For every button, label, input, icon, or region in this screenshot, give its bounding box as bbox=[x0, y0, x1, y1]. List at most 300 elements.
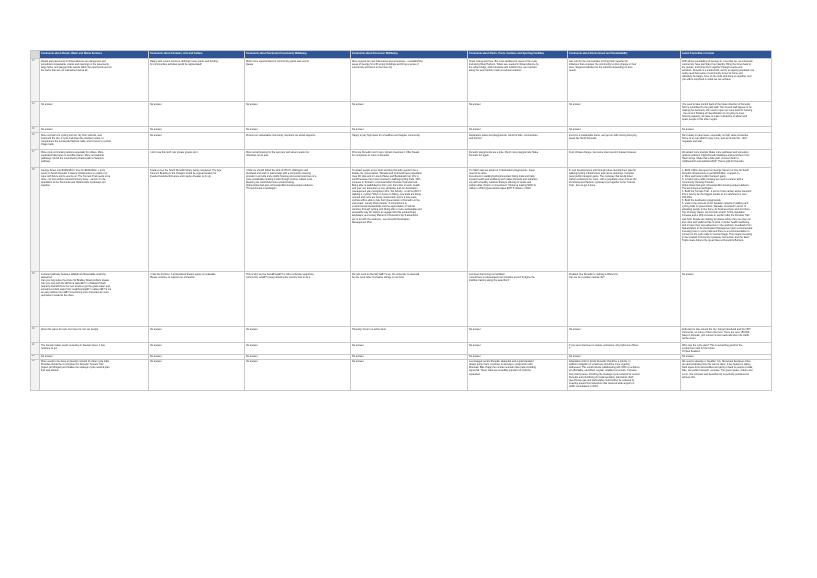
cell-text-line: population of the Peninsula and Harbourside Cycleways put bbox=[41, 180, 106, 184]
cell-text-line: Great. Doing well here. But more facilities for users of the cycle bbox=[469, 59, 538, 63]
cell-text-line: so on. Our compact and beautiful city is perfectly positioned to bbox=[682, 372, 750, 376]
cell-text-line: No answer bbox=[469, 343, 481, 347]
cell-text-line: pathways. Finish the Luxembourg shared path to Sawyers bbox=[41, 156, 104, 160]
cell-text-line: investing more in cycle trails and there is a recommendation to bbox=[682, 229, 750, 233]
cell-text-line: and tourism. bbox=[469, 136, 483, 140]
row-number[interactable]: 18 bbox=[31, 168, 40, 272]
cell-text-line: trail along West Harbour. Toilets are needed in Ravensbourne by bbox=[469, 62, 539, 66]
cell-text-line: public consultation in 2023. bbox=[569, 384, 599, 388]
cell-text-line: creates health and wellbeing and makes Dunedin and attractive bbox=[469, 177, 538, 181]
table-cell[interactable] bbox=[468, 102, 568, 127]
cell-text-line: their door and walk/run/ride to work, to better health /wellbeing bbox=[682, 220, 750, 224]
table-cell[interactable] bbox=[468, 168, 568, 272]
table-cell[interactable] bbox=[149, 272, 245, 327]
cell-text-line: I would love a redeveloped pool complex at port! Imagine the bbox=[469, 275, 535, 279]
cell-text-line: initiatives that empower the community to drive change in their bbox=[569, 62, 637, 66]
cell-text-line: 150,000+ bbox=[682, 196, 693, 200]
cell-text-line: - the current thinking of intensification is not going to meet bbox=[682, 111, 745, 115]
cell-text-line: design pump track. Continue to develop in conjunction with bbox=[469, 363, 533, 367]
cell-text-line: are demonstrating how this can be done. A key feature is taking bbox=[682, 363, 751, 367]
cell-text-line: 75-new-homes-in-wellington bbox=[246, 187, 277, 191]
cell-text-line: in the Coastal Community Cycleway Connection and the Taieri bbox=[682, 235, 750, 239]
cell-text-line: back space from automobiles and giving it back to people to walk, bbox=[682, 366, 753, 370]
cell-text-line: greenhouse gas and particulate) could further be reduced by bbox=[569, 378, 635, 382]
cell-text-line: I think we should follow the kind of CHCH, Wellington and bbox=[246, 168, 309, 172]
table-cell[interactable] bbox=[681, 150, 772, 168]
cell-text-line: for communities activities would be appreciated! bbox=[150, 62, 202, 66]
cell-text-line: Happy to pay high taxes for a healthier and happier community. bbox=[352, 133, 421, 137]
cell-text-line: Why stop the cycle plan? This is something good for the bbox=[682, 343, 743, 347]
cell-text-line: housing capacity, we have to make it attractive to attract and bbox=[682, 114, 748, 118]
cell-text-line: No answer bbox=[246, 355, 258, 359]
cell-text-line: along the west harbour track at various locations. bbox=[469, 68, 522, 72]
cell-text-line: More cycle commuting options especially for ebikes. More bbox=[41, 150, 104, 154]
cell-text-line: (https://www.hud.govt.nz/news/public-housing-project-delivers- bbox=[246, 184, 314, 188]
cell-text-line: provider to provide more public housing and social outcomes of a bbox=[246, 174, 317, 178]
cell-text-line: will be super. bbox=[682, 336, 697, 340]
table-cell[interactable] bbox=[681, 359, 772, 390]
cell-text-line: bikes in Dunedin, just connect a few roads add them the traffic bbox=[682, 333, 750, 337]
cell-text-line: awesome! bbox=[41, 275, 53, 279]
cell-text-line: Invest in a sustainable future, and get on with moving low-lying bbox=[569, 133, 637, 137]
table-row[interactable] bbox=[31, 102, 772, 127]
cell-text-line: With all the remodelling of George St, I feel that we, as a Dunedin bbox=[682, 59, 753, 63]
row-number[interactable]: 17 bbox=[31, 150, 40, 168]
cell-text-line: Fuck climate change. Get some silent electric busses however. bbox=[569, 150, 637, 154]
cell-text-line: Priorities should be to complete the Dunedin Tunnels Trail bbox=[41, 363, 104, 367]
cell-text-line: rises 4% plus and in Lonely Planet and Bookabach top 10's in bbox=[352, 174, 419, 178]
table-cell[interactable] bbox=[149, 359, 245, 390]
cell-text-line: otherwise no do less. bbox=[246, 153, 269, 157]
table-cell[interactable] bbox=[568, 168, 681, 272]
cell-text-line: Please continue to support our orchestra! bbox=[150, 275, 195, 279]
table-cell[interactable] bbox=[40, 59, 149, 102]
cell-text-line: No answer bbox=[469, 327, 481, 331]
cell-text-line: an affordable, electrified, regular, reliable bus service. Increase bbox=[569, 369, 637, 373]
cell-text-line: No answer bbox=[682, 272, 694, 276]
table-cell[interactable] bbox=[681, 343, 772, 354]
cell-text-line: middlemarch and waihola ASAP. That is gold for Dunedin. bbox=[682, 159, 745, 163]
cell-text-line: Promote Dunedin much more. Attract investment. Offer breaks bbox=[352, 150, 420, 154]
cell-text-line: About the same for cars, but more for non car people. bbox=[41, 327, 99, 331]
table-cell[interactable] bbox=[40, 327, 149, 343]
table-cell[interactable] bbox=[351, 343, 468, 354]
cell-text-line: are to do with the outdoors - see Dunedin Destination bbox=[352, 217, 410, 221]
cell-text-line: signal hill. These trails are incredibly popular but could be bbox=[469, 369, 531, 373]
cell-text-line: Folk want to ride around the city. Forget Facebook and the ODT bbox=[682, 327, 751, 331]
cell-text-line: spent on South Dunedin 3 waters infrastructure to enable it to bbox=[41, 171, 108, 175]
cell-text-line: cycling trails in Queenstown, Wanaka, Cromwell in terms of bbox=[682, 205, 746, 209]
table-cell[interactable] bbox=[681, 327, 772, 343]
cell-text-line: Happy with current services, although more grants and funding bbox=[150, 59, 218, 63]
cell-text-line: in/around the city. A cycle trail down the southern coast, to bbox=[41, 136, 104, 140]
cell-text-line: No answer bbox=[41, 102, 53, 106]
cell-text-line: Roads and pavements in Ravensbourne are dangerous and bbox=[41, 59, 106, 63]
cell-text-line: Stakeholders in the Destination Management plan recommended bbox=[682, 226, 753, 230]
cell-text-line: east coast.' Lonely Planet Guide: 'A commitment to bbox=[352, 202, 407, 206]
row-number-header[interactable] bbox=[31, 51, 40, 59]
cell-text-line: project (to Mosgiel) and finalise the strategic cycle network plan bbox=[41, 366, 110, 370]
table-cell[interactable] bbox=[568, 102, 681, 127]
table-row[interactable] bbox=[31, 343, 772, 354]
table-row[interactable] bbox=[31, 272, 772, 327]
table-cell[interactable] bbox=[40, 150, 149, 168]
cell-text-line: Dunedin playgrounds are a joke. Much more playgrounds. Make bbox=[469, 150, 539, 154]
table-cell[interactable] bbox=[568, 327, 681, 343]
cell-text-line: enacting speed limit reductions that received wide support in bbox=[569, 381, 635, 385]
cell-text-line: Get out into the communities to bring them together for bbox=[569, 59, 629, 63]
cell-text-line: No answer bbox=[682, 127, 694, 131]
cell-text-line: environment and for the future bbox=[682, 346, 715, 350]
cell-text-line: permanent residents live there. bbox=[41, 294, 75, 298]
cell-text-line: more sustainable funding model through income related rents. bbox=[246, 177, 313, 181]
table-cell[interactable] bbox=[468, 133, 568, 150]
cell-text-line: A envisaged central Dunedin skatepark and a gold standard bbox=[469, 360, 534, 364]
cell-text-line: making the decisions. We need to open up more land for housing bbox=[682, 108, 753, 112]
cell-text-line: world because they have invested in walking/cycling trails. 19% bbox=[352, 177, 421, 181]
table-cell[interactable] bbox=[40, 133, 149, 150]
cell-text-line: 75-new-homes-in-wellington bbox=[682, 187, 713, 191]
cell-text-line: community. Letâ€™s keep showing the country how to do it. bbox=[246, 275, 311, 279]
cell-text-line: activities. Dunedin is a small world, and in an ageing population we bbox=[682, 68, 755, 72]
cell-text-line: Community Housing Provider bbox=[682, 180, 714, 184]
row-number[interactable]: 13 bbox=[31, 59, 40, 102]
column-header[interactable]: Latest Councillors to know bbox=[681, 51, 772, 59]
cell-text-line: expanded. bbox=[469, 372, 481, 376]
table-cell[interactable] bbox=[568, 133, 681, 150]
header-row bbox=[31, 51, 772, 59]
table-cell[interactable] bbox=[149, 327, 245, 343]
table-cell[interactable] bbox=[245, 168, 351, 272]
cell-text-line: 71 million was set aside for 3 destination playgrounds - these bbox=[469, 168, 535, 172]
table-cell[interactable] bbox=[245, 102, 351, 127]
cell-text-line: No answer bbox=[246, 102, 258, 106]
cell-text-line: Trails create links to the great rides at Dunedin's Borders. bbox=[682, 238, 744, 242]
table-cell[interactable] bbox=[568, 59, 681, 102]
cell-text-line: together. bbox=[41, 184, 51, 188]
cell-text-line: In new developments and through future development plan for bbox=[569, 168, 637, 172]
table-cell[interactable] bbox=[40, 343, 149, 354]
cell-text-line: Don't delay to raise taxes, especially on high value properties. bbox=[682, 133, 749, 137]
cell-text-line: areas of George St to fill empty buildings and bring a sense of bbox=[352, 62, 419, 66]
column-header[interactable]: Comments about Social and Community Wellbeing bbox=[245, 51, 351, 59]
cell-text-line: Protect our sustainable community members via social supports. bbox=[246, 133, 316, 137]
column-header[interactable]: Comments about Parks, Pools, Gardens and Sporting Facilities bbox=[468, 51, 568, 59]
cell-text-line: No answer bbox=[569, 127, 581, 131]
cell-text-line: More needs to be done to develop network of urban cycle trails. bbox=[41, 360, 110, 364]
cell-text-line: Trail - time to get it done bbox=[569, 184, 596, 188]
table-cell[interactable] bbox=[351, 102, 468, 127]
cell-text-line: No answer bbox=[569, 327, 581, 331]
cell-text-line: complement the successful harbour trails, and connect to central bbox=[41, 139, 111, 143]
cell-text-line: needs bbox=[569, 68, 576, 72]
table-cell[interactable] bbox=[351, 150, 468, 168]
row-number[interactable]: 19 bbox=[31, 272, 40, 327]
row-number[interactable]: 22 bbox=[31, 354, 40, 359]
cell-text-line: this is has by far the biggest impact as it's catchment is over bbox=[682, 193, 747, 197]
row-number[interactable]: 15 bbox=[31, 127, 40, 133]
cell-text-line: More support for new businesses and enterprises - reestablishing bbox=[352, 59, 423, 63]
table-cell[interactable] bbox=[351, 59, 468, 102]
table-row[interactable] bbox=[31, 168, 772, 272]
row-number[interactable]: 20 bbox=[31, 327, 40, 343]
cell-text-line: attracting people to live there, do business there and visit there. bbox=[682, 208, 751, 212]
cell-text-line: No answer bbox=[246, 360, 258, 364]
table-cell[interactable] bbox=[245, 59, 351, 102]
cell-text-line: We attract more tourists. Make more pathways and recreation bbox=[682, 150, 749, 154]
table-cell[interactable] bbox=[245, 343, 351, 354]
table-row[interactable] bbox=[31, 359, 772, 390]
cell-text-line: Dunedin and prioritising its implementation. Emissions (both bbox=[569, 375, 634, 379]
cell-text-line: sometimes black water from neighbouringâ€˜ I realise itâ€™s not bbox=[41, 288, 112, 292]
cell-text-line: but we need other innovative strings on our bow. bbox=[352, 275, 405, 279]
cell-text-line: achieve this. bbox=[682, 375, 696, 379]
column-header[interactable]: Comments about Economic Wellbeing bbox=[351, 51, 468, 59]
cell-text-line: great public transport gains. The cycleway that would lower bbox=[569, 174, 633, 178]
cell-text-line: No answer bbox=[352, 355, 364, 359]
cell-text-line: addressed. This could include collaborating with ORC to enhance bbox=[569, 366, 640, 370]
cell-text-line: No answer bbox=[150, 133, 162, 137]
table-cell[interactable] bbox=[681, 272, 772, 327]
cell-text-line: walking/cycling infrastructure and nature plantings. Continue bbox=[569, 171, 635, 175]
cell-text-line: No answer bbox=[150, 360, 162, 364]
cell-text-line: Just keep improving our facilities! bbox=[469, 272, 505, 276]
cell-text-line: Of New Zealand. bbox=[682, 349, 701, 353]
table-cell[interactable] bbox=[149, 102, 245, 127]
row-number[interactable]: 16 bbox=[31, 133, 40, 150]
cell-text-line: the white bridge, drink fountains and rubbish bins, are required bbox=[469, 65, 537, 69]
comments-table bbox=[30, 50, 772, 391]
cell-text-line: Concern Building in the Octagon would be a great location for bbox=[150, 171, 217, 175]
cell-text-line: We just need to diversify ââ€™s we, the university is essential bbox=[352, 272, 420, 276]
table-cell[interactable] bbox=[681, 59, 772, 102]
cell-text-line: No answer bbox=[150, 355, 162, 359]
cell-text-line: million in 2023 (Queenstown takes $337.8 million in 2023 bbox=[469, 187, 531, 191]
table-cell[interactable] bbox=[351, 359, 468, 390]
cell-text-line: need to be done. bbox=[469, 171, 488, 175]
cell-text-line: bike, use public transport, recreate. The green space, culture and bbox=[682, 369, 753, 373]
cell-text-line: No answer bbox=[41, 355, 53, 359]
cell-text-line: increase and a 19% increase in tourism after the Dunstan Trail bbox=[682, 214, 750, 218]
cell-text-line: More corridors for cycling into the city from suburbs, and bbox=[41, 133, 102, 137]
cell-text-line: Destination parks and playgrounds. Good for kids, communities, bbox=[469, 133, 539, 137]
cell-text-line: Mountain Bike Otago the central mountain bike trails including bbox=[469, 366, 536, 370]
cell-text-line: increase in Tourism in Cromwell after Dunstan Trail was built. bbox=[352, 180, 418, 184]
cell-text-line: No answer bbox=[150, 327, 162, 331]
cell-text-line: bus priority lanes. Finishing the strategic cycle network for central bbox=[569, 372, 640, 376]
cell-text-line: area. Targeted activities for the suburbs depending on their bbox=[569, 65, 633, 69]
column-header[interactable]: Comments about Environment and Sustainability bbox=[568, 51, 681, 59]
cell-text-line: 6. Look to the success of the fantastic network of walking and bbox=[682, 202, 749, 206]
table-row[interactable] bbox=[31, 327, 772, 343]
cell-text-line: No answer bbox=[352, 343, 364, 347]
table-cell[interactable] bbox=[351, 168, 468, 272]
cell-text-line: 3. to build more public housing we need to partner with a bbox=[682, 177, 744, 181]
cell-text-line: No answer bbox=[569, 355, 581, 359]
table-cell[interactable] bbox=[568, 150, 681, 168]
table-cell[interactable] bbox=[681, 168, 772, 272]
cell-text-line: landscape' and Lonely Planet # of Dunedin's top 8 attractions bbox=[352, 214, 418, 218]
cell-text-line: theatre/music/performance and maybe cheaper to do up. bbox=[150, 174, 212, 178]
cell-text-line: cyclists will be able to ride from Queenstown to Dunedin on the bbox=[352, 199, 420, 203]
cell-text-line: The tsunami water needs reviewing in Stewart street, it has bbox=[41, 343, 105, 347]
cell-text-line: Predator free Dunedin is making a difference! bbox=[569, 272, 619, 276]
cell-text-line: that was started. bbox=[41, 369, 59, 373]
cell-text-line: property downhill from the next tends to get the grass water and bbox=[41, 284, 110, 288]
table-cell[interactable] bbox=[40, 359, 149, 390]
column-header[interactable]: Comments about Libraries, Arts and Culture bbox=[149, 51, 245, 59]
cell-text-line: opened and more are being constructed, and in a few years, bbox=[352, 196, 418, 200]
table-cell[interactable] bbox=[245, 133, 351, 150]
cell-text-line: No answer bbox=[246, 343, 258, 347]
cell-text-line: Meaning we could build more social housing bbox=[246, 180, 294, 184]
column-header[interactable]: Comments about Roads, Water and Waste Services bbox=[40, 51, 149, 59]
table-cell[interactable] bbox=[245, 359, 351, 390]
table-cell[interactable] bbox=[568, 272, 681, 327]
cell-text-line: visitors alike. Return on investment 7 Rotorua making $100- $ bbox=[469, 184, 536, 188]
row-number[interactable]: 23 bbox=[31, 359, 40, 390]
table-cell[interactable] bbox=[245, 150, 351, 168]
table-cell[interactable] bbox=[468, 59, 568, 102]
table-cell[interactable] bbox=[40, 272, 149, 327]
cell-text-line: We need to develop a "liveable" city. Numerous European cities bbox=[682, 360, 751, 364]
cell-text-line: 5. Build the destination playgrounds bbox=[682, 199, 721, 203]
cell-text-line: an easy solution but itâ€™s becoming more important as more bbox=[41, 291, 109, 295]
table-cell[interactable] bbox=[468, 343, 568, 354]
table-cell[interactable] bbox=[681, 102, 772, 127]
cell-text-line: No answer bbox=[150, 127, 162, 131]
cell-text-line: You need to take control back of the future direction of Dunedin. bbox=[682, 102, 751, 106]
table-cell[interactable] bbox=[245, 272, 351, 327]
cell-text-line: Management Plan bbox=[352, 220, 372, 224]
cell-text-line: Adaptation work in South Dunedin should be a priority. In bbox=[569, 360, 631, 364]
cell-text-line: carbon emissions the most - with a population over 4 times the bbox=[569, 177, 637, 181]
row-number[interactable]: 21 bbox=[31, 343, 40, 354]
table-cell[interactable] bbox=[568, 359, 681, 390]
cell-text-line: No answer bbox=[41, 127, 53, 131]
cell-text-line: No answer bbox=[352, 102, 364, 106]
table-cell[interactable] bbox=[40, 168, 149, 272]
cell-text-line: really need that sense of community to feel at home and bbox=[682, 71, 743, 75]
cell-text-line: the kerbs that are not maintained well at all. bbox=[41, 68, 89, 72]
cell-text-line: city with a healthy outdoors lifestyle offering for locals and bbox=[469, 180, 532, 184]
table-cell[interactable] bbox=[681, 133, 772, 150]
cell-text-line: No answer bbox=[469, 102, 481, 106]
cell-text-line: Peninsula and Harbour cycleways put together is the Tunnels bbox=[569, 180, 636, 184]
cell-text-line: More social housing for the wet poor and street people but bbox=[246, 150, 309, 154]
cell-text-line: and to have their next adventure in the outdoors. Feedback from bbox=[682, 223, 752, 227]
cell-text-line: areas like South Dunedin. bbox=[569, 136, 597, 140]
cell-text-line: No answer bbox=[352, 360, 364, 364]
cell-text-line: No answer bbox=[246, 327, 258, 331]
table-cell[interactable] bbox=[245, 327, 351, 343]
cell-text-line: livable city. Queenstown, Wanaka and Cromwell have population bbox=[352, 171, 422, 175]
cell-text-line: nowhere to go! bbox=[41, 346, 58, 350]
cell-text-line: Not be controlled by the paid staff. The council staff appear to be bbox=[682, 105, 752, 109]
row-number[interactable]: 14 bbox=[31, 102, 40, 127]
table-cell[interactable] bbox=[468, 327, 568, 343]
cell-text-line: If you were that keen to reduce emissions: why build new offices bbox=[569, 343, 639, 347]
cell-text-line: addition mitigation of emissions should be more urgently bbox=[569, 363, 630, 367]
cell-text-line: ultimately be happy. Give us the tools and bring us together, and bbox=[682, 75, 752, 79]
cell-text-line: sometimes impassable, cracks and openings in the pavements, bbox=[41, 62, 110, 66]
cell-text-line: Being able to walk/bike/run from your front door to work, health bbox=[352, 184, 420, 188]
cell-text-line: Dunedin fun again. bbox=[469, 153, 490, 157]
cell-text-line: 2. More and better public transport gains bbox=[682, 174, 726, 178]
table-cell[interactable] bbox=[149, 133, 245, 150]
table-cell[interactable] bbox=[149, 168, 245, 272]
table-cell[interactable] bbox=[40, 102, 149, 127]
cell-text-line: No answer bbox=[150, 102, 162, 106]
table-row[interactable] bbox=[31, 150, 772, 168]
cell-text-line: management plan recognise's this. Top Activity - to do Key/NZ 1: bbox=[352, 190, 422, 194]
cell-text-line: Can you help solve the Annie St/ Bradley Road problem please. bbox=[41, 278, 110, 282]
cell-text-line: accessible way for visitors to engage with this extraordinary bbox=[352, 211, 417, 215]
cell-text-line: Auckland and work in partnership with a community housing bbox=[246, 171, 311, 175]
cell-text-line: community, have lost little of our identity. Bring the focus back to bbox=[682, 62, 752, 66]
cell-text-line: Can we be a carbon neutral city? bbox=[569, 275, 605, 279]
cell-text-line: was built. People are looking for places where they can step out bbox=[682, 217, 751, 221]
cell-text-line: Much more opportunities for community grants and events bbox=[246, 59, 309, 63]
cell-text-line: Taieri Gorge. Make that a bike path. Connect both to bbox=[682, 156, 739, 160]
table-row[interactable] bbox=[31, 59, 772, 102]
cell-text-line: No answer bbox=[246, 127, 258, 131]
cell-text-line: you will be surprised on what we can achieve. bbox=[682, 78, 732, 82]
cell-text-line: triathlon training along the waterfront! bbox=[469, 278, 510, 282]
cell-text-line: This is why we live hereâ€‚weâ€™re still a cohesive supportive bbox=[246, 272, 314, 276]
cell-text-line: please bbox=[246, 62, 254, 66]
cell-text-line: 1. $100 million was spent on George Street it is time for South bbox=[682, 168, 749, 172]
cell-text-line: the people, and bring them together through events and bbox=[682, 65, 743, 69]
cell-text-line: To attract people to live work and play Dunedin needs to be a bbox=[352, 168, 418, 172]
cell-text-line: 4. Build the Tunnels Trail - it terms of low carbon active transport bbox=[682, 190, 752, 194]
table-row[interactable] bbox=[31, 133, 772, 150]
table-cell[interactable] bbox=[351, 272, 468, 327]
cell-text-line: Some of us can afford to pay more, and we should do - don't bbox=[682, 136, 748, 140]
cell-text-line: Honestly, there's no action here. bbox=[352, 327, 387, 331]
cell-text-line: wonders through cycling and hiking offer a more sustainable and bbox=[352, 208, 422, 212]
cell-text-line: retain people in this town/ region. bbox=[682, 118, 718, 122]
table-cell[interactable] bbox=[468, 150, 568, 168]
cell-text-line: I miss the Fortune. A professional theatre space is invaluable. bbox=[150, 272, 217, 276]
table-cell[interactable] bbox=[149, 150, 245, 168]
cell-text-line: community and focus to the inner city bbox=[352, 65, 393, 69]
cell-text-line: connect to the cycle trails in Central Otago. This means investing bbox=[682, 232, 752, 236]
table-cell[interactable] bbox=[568, 343, 681, 354]
cell-text-line: (https://www.hud.govt.nz/news/public-housing-project-delivers- bbox=[682, 184, 750, 188]
cell-text-line: negotiate and wait. bbox=[682, 139, 703, 143]
cell-text-line: and your rec/ adventure is very attractive and our destination bbox=[352, 187, 418, 191]
cell-text-line: Investment in walking/cycling/mountain biking trails and trails bbox=[469, 174, 535, 178]
table-cell[interactable] bbox=[149, 59, 245, 102]
cell-text-line: pathway. bbox=[41, 159, 51, 163]
table-body bbox=[31, 59, 772, 391]
cell-text-line: No answer bbox=[469, 127, 481, 131]
table-cell[interactable] bbox=[149, 343, 245, 354]
cell-text-line: No answer bbox=[569, 102, 581, 106]
table-cell[interactable] bbox=[468, 272, 568, 327]
cell-text-line: Otago trails. bbox=[41, 142, 55, 146]
table-cell[interactable] bbox=[468, 359, 568, 390]
table-cell[interactable] bbox=[351, 133, 468, 150]
cell-text-line: No answer bbox=[150, 343, 162, 347]
cell-text-line: A shared pathway between Waikali and Evansdale would be bbox=[41, 272, 106, 276]
cell-text-line: Top 10 lonely planet, top 10 book a bach, 5-6% population bbox=[682, 211, 745, 215]
table-cell[interactable] bbox=[351, 327, 468, 343]
cell-text-line: for companies to move to Dunedin. bbox=[352, 153, 390, 157]
cell-text-line: environmental stewardship and the appreciation of natural bbox=[352, 205, 415, 209]
cell-text-line: options outdoors. Fight Dunedin Railways and send them from bbox=[682, 153, 750, 157]
